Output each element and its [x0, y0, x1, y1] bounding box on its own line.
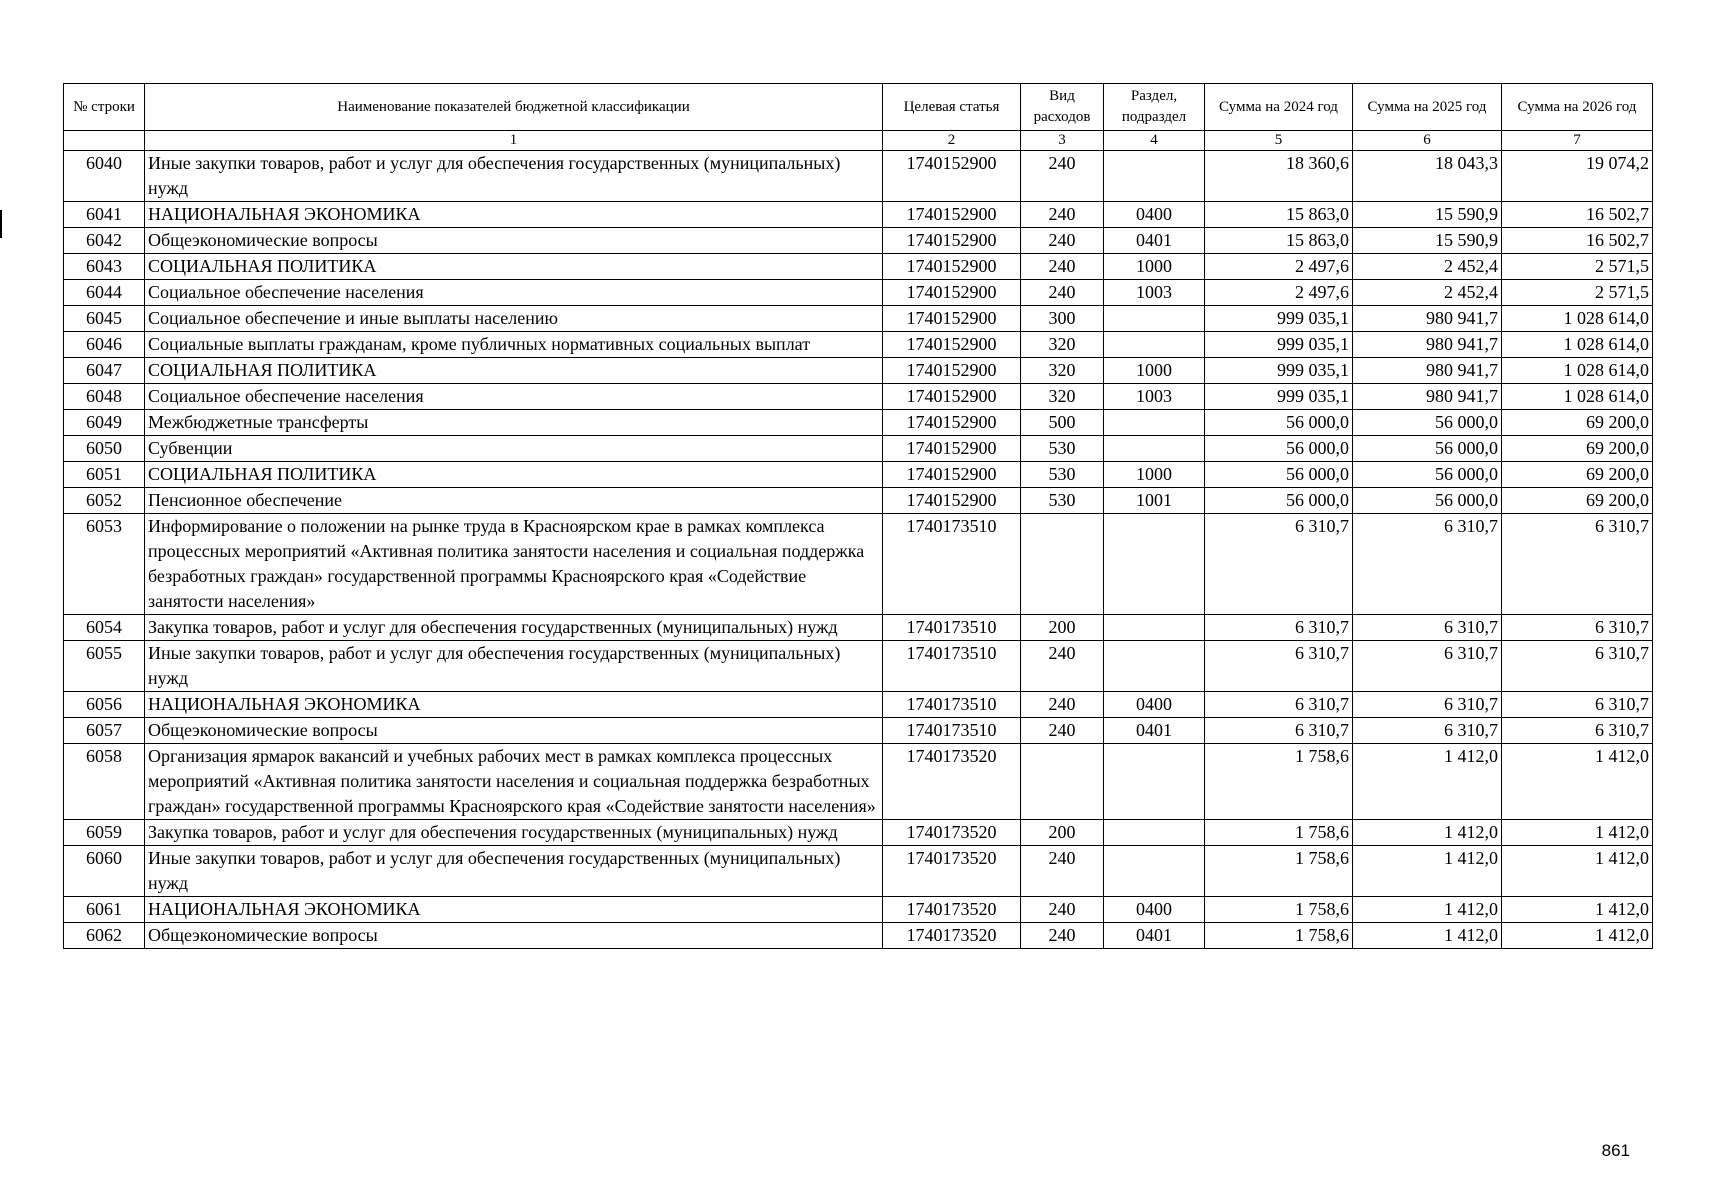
header-indicator-name: Наименование показателей бюджетной классификации	[145, 84, 883, 131]
expense-kind-cell: 240	[1021, 846, 1104, 897]
expense-kind-cell: 530	[1021, 436, 1104, 462]
row-number-cell: 6057	[64, 718, 145, 744]
header-section: Раздел, подраздел	[1104, 84, 1205, 131]
indicator-name-cell: Организация ярмарок вакансий и учебных рабочих мест в рамках комплекса процессных мероприятий «Активная политика занятости населения и социальная поддержка безработных граждан» государственной программы Красноярского края «Содействие занятости населения»	[145, 744, 883, 820]
table-row	[64, 228, 1653, 254]
sum-2024-cell: 999 035,1	[1205, 384, 1353, 410]
indicator-name-cell: НАЦИОНАЛЬНАЯ ЭКОНОМИКА	[145, 202, 883, 228]
section-cell: 1000	[1104, 358, 1205, 384]
section-cell: 1003	[1104, 280, 1205, 306]
sum-2024-cell: 1 758,6	[1205, 820, 1353, 846]
row-number-cell: 6061	[64, 897, 145, 923]
table-row	[64, 384, 1653, 410]
section-cell	[1104, 846, 1205, 897]
header-expense-kind: Вид расходов	[1021, 84, 1104, 131]
row-number-cell: 6041	[64, 202, 145, 228]
sum-2024-cell: 1 758,6	[1205, 923, 1353, 949]
sum-2026-cell: 69 200,0	[1502, 410, 1653, 436]
sum-2026-cell: 1 412,0	[1502, 820, 1653, 846]
sum-2024-cell: 56 000,0	[1205, 462, 1353, 488]
table-row	[64, 254, 1653, 280]
table-row	[64, 744, 1653, 820]
expense-kind-cell	[1021, 744, 1104, 820]
sum-2026-cell: 6 310,7	[1502, 615, 1653, 641]
sum-2026-cell: 1 412,0	[1502, 846, 1653, 897]
expense-kind-cell: 240	[1021, 202, 1104, 228]
row-number-cell: 6050	[64, 436, 145, 462]
header-target-article: Целевая статья	[883, 84, 1021, 131]
sum-2025-cell: 2 452,4	[1353, 254, 1502, 280]
indicator-name-cell: Субвенции	[145, 436, 883, 462]
expense-kind-cell: 240	[1021, 254, 1104, 280]
section-cell: 1000	[1104, 462, 1205, 488]
indicator-name-cell: Иные закупки товаров, работ и услуг для обеспечения государственных (муниципальных) нужд	[145, 846, 883, 897]
expense-kind-cell: 530	[1021, 462, 1104, 488]
target-article-cell: 1740152900	[883, 488, 1021, 514]
row-number-cell: 6047	[64, 358, 145, 384]
target-article-cell: 1740152900	[883, 462, 1021, 488]
section-cell	[1104, 410, 1205, 436]
table-row	[64, 923, 1653, 949]
header-sum-2024: Сумма на 2024 год	[1205, 84, 1353, 131]
section-cell	[1104, 306, 1205, 332]
table-body	[64, 151, 1653, 949]
sum-2026-cell: 1 412,0	[1502, 744, 1653, 820]
sum-2024-cell: 15 863,0	[1205, 228, 1353, 254]
indicator-name-cell: Общеэкономические вопросы	[145, 228, 883, 254]
section-cell: 0400	[1104, 897, 1205, 923]
table-row	[64, 332, 1653, 358]
target-article-cell: 1740173520	[883, 846, 1021, 897]
sum-2024-cell: 6 310,7	[1205, 641, 1353, 692]
sum-2025-cell: 980 941,7	[1353, 306, 1502, 332]
table-row	[64, 615, 1653, 641]
target-article-cell: 1740152900	[883, 228, 1021, 254]
row-number-cell: 6060	[64, 846, 145, 897]
sum-2024-cell: 56 000,0	[1205, 436, 1353, 462]
sum-2024-cell: 6 310,7	[1205, 692, 1353, 718]
header-sum-2026: Сумма на 2026 год	[1502, 84, 1653, 131]
target-article-cell: 1740173520	[883, 923, 1021, 949]
row-number-cell: 6043	[64, 254, 145, 280]
expense-kind-cell: 240	[1021, 151, 1104, 202]
table-row	[64, 306, 1653, 332]
sum-2025-cell: 56 000,0	[1353, 462, 1502, 488]
sum-2024-cell: 56 000,0	[1205, 410, 1353, 436]
section-cell	[1104, 820, 1205, 846]
sum-2025-cell: 1 412,0	[1353, 820, 1502, 846]
sum-2024-cell: 999 035,1	[1205, 358, 1353, 384]
column-number: 3	[1021, 131, 1104, 151]
indicator-name-cell: Общеэкономические вопросы	[145, 718, 883, 744]
sum-2024-cell: 1 758,6	[1205, 897, 1353, 923]
sum-2024-cell: 56 000,0	[1205, 488, 1353, 514]
sum-2024-cell: 6 310,7	[1205, 514, 1353, 615]
expense-kind-cell: 200	[1021, 615, 1104, 641]
row-number-cell: 6044	[64, 280, 145, 306]
expense-kind-cell: 240	[1021, 718, 1104, 744]
indicator-name-cell: Общеэкономические вопросы	[145, 923, 883, 949]
column-number: 1	[145, 131, 883, 151]
section-cell	[1104, 332, 1205, 358]
scan-artifact-mark	[0, 210, 2, 238]
sum-2025-cell: 6 310,7	[1353, 514, 1502, 615]
indicator-name-cell: Закупка товаров, работ и услуг для обеспечения государственных (муниципальных) нужд	[145, 615, 883, 641]
sum-2026-cell: 1 028 614,0	[1502, 332, 1653, 358]
target-article-cell: 1740173510	[883, 514, 1021, 615]
sum-2024-cell: 6 310,7	[1205, 718, 1353, 744]
section-cell: 1000	[1104, 254, 1205, 280]
indicator-name-cell: Информирование о положении на рынке труда в Красноярском крае в рамках комплекса процессных мероприятий «Активная политика занятости населения и социальная поддержка безработных граждан» государственной программы Красноярского края «Содействие занятости населения»	[145, 514, 883, 615]
indicator-name-cell: Закупка товаров, работ и услуг для обеспечения государственных (муниципальных) нужд	[145, 820, 883, 846]
section-cell: 0401	[1104, 228, 1205, 254]
target-article-cell: 1740173520	[883, 744, 1021, 820]
page-number: 861	[1601, 1141, 1630, 1160]
table-row	[64, 358, 1653, 384]
expense-kind-cell: 240	[1021, 228, 1104, 254]
sum-2025-cell: 6 310,7	[1353, 718, 1502, 744]
target-article-cell: 1740152900	[883, 202, 1021, 228]
indicator-name-cell: Социальное обеспечение населения	[145, 280, 883, 306]
section-cell	[1104, 615, 1205, 641]
target-article-cell: 1740152900	[883, 151, 1021, 202]
row-number-cell: 6054	[64, 615, 145, 641]
indicator-name-cell: Межбюджетные трансферты	[145, 410, 883, 436]
expense-kind-cell: 240	[1021, 897, 1104, 923]
sum-2024-cell: 18 360,6	[1205, 151, 1353, 202]
row-number-cell: 6058	[64, 744, 145, 820]
sum-2025-cell: 1 412,0	[1353, 923, 1502, 949]
target-article-cell: 1740152900	[883, 358, 1021, 384]
section-cell: 1001	[1104, 488, 1205, 514]
sum-2024-cell: 1 758,6	[1205, 744, 1353, 820]
budget-classification-table	[63, 83, 1653, 949]
target-article-cell: 1740152900	[883, 410, 1021, 436]
table-row	[64, 718, 1653, 744]
expense-kind-cell: 240	[1021, 692, 1104, 718]
expense-kind-cell	[1021, 514, 1104, 615]
sum-2026-cell: 6 310,7	[1502, 718, 1653, 744]
row-number-cell: 6051	[64, 462, 145, 488]
table-header	[64, 84, 1653, 151]
section-cell	[1104, 641, 1205, 692]
target-article-cell: 1740152900	[883, 332, 1021, 358]
sum-2024-cell: 999 035,1	[1205, 306, 1353, 332]
expense-kind-cell: 200	[1021, 820, 1104, 846]
section-cell: 0400	[1104, 202, 1205, 228]
sum-2024-cell: 6 310,7	[1205, 615, 1353, 641]
row-number-cell: 6048	[64, 384, 145, 410]
table-row	[64, 692, 1653, 718]
sum-2026-cell: 1 412,0	[1502, 897, 1653, 923]
sum-2026-cell: 2 571,5	[1502, 254, 1653, 280]
table-row	[64, 202, 1653, 228]
row-number-cell: 6059	[64, 820, 145, 846]
indicator-name-cell: Социальное обеспечение населения	[145, 384, 883, 410]
column-number: 7	[1502, 131, 1653, 151]
table-row	[64, 436, 1653, 462]
row-number-cell: 6049	[64, 410, 145, 436]
table-row	[64, 410, 1653, 436]
indicator-name-cell: СОЦИАЛЬНАЯ ПОЛИТИКА	[145, 254, 883, 280]
row-number-cell: 6062	[64, 923, 145, 949]
expense-kind-cell: 240	[1021, 641, 1104, 692]
sum-2024-cell: 2 497,6	[1205, 254, 1353, 280]
column-number: 6	[1353, 131, 1502, 151]
column-number: 2	[883, 131, 1021, 151]
target-article-cell: 1740152900	[883, 280, 1021, 306]
indicator-name-cell: Социальное обеспечение и иные выплаты населению	[145, 306, 883, 332]
sum-2025-cell: 15 590,9	[1353, 202, 1502, 228]
target-article-cell: 1740173520	[883, 897, 1021, 923]
table-row	[64, 280, 1653, 306]
sum-2026-cell: 69 200,0	[1502, 462, 1653, 488]
section-cell	[1104, 744, 1205, 820]
table-row	[64, 462, 1653, 488]
section-cell: 0400	[1104, 692, 1205, 718]
target-article-cell: 1740173520	[883, 820, 1021, 846]
target-article-cell: 1740173510	[883, 615, 1021, 641]
section-cell: 0401	[1104, 718, 1205, 744]
expense-kind-cell: 300	[1021, 306, 1104, 332]
row-number-cell: 6046	[64, 332, 145, 358]
expense-kind-cell: 240	[1021, 923, 1104, 949]
column-number: 4	[1104, 131, 1205, 151]
sum-2025-cell: 2 452,4	[1353, 280, 1502, 306]
sum-2026-cell: 69 200,0	[1502, 436, 1653, 462]
target-article-cell: 1740152900	[883, 436, 1021, 462]
sum-2024-cell: 999 035,1	[1205, 332, 1353, 358]
sum-2026-cell: 6 310,7	[1502, 641, 1653, 692]
column-number: 5	[1205, 131, 1353, 151]
sum-2025-cell: 980 941,7	[1353, 358, 1502, 384]
sum-2026-cell: 1 028 614,0	[1502, 306, 1653, 332]
table-row	[64, 151, 1653, 202]
sum-2025-cell: 6 310,7	[1353, 615, 1502, 641]
row-number-cell: 6042	[64, 228, 145, 254]
sum-2025-cell: 15 590,9	[1353, 228, 1502, 254]
sum-2025-cell: 1 412,0	[1353, 744, 1502, 820]
expense-kind-cell: 240	[1021, 280, 1104, 306]
table-row	[64, 897, 1653, 923]
table-row	[64, 514, 1653, 615]
sum-2026-cell: 1 028 614,0	[1502, 358, 1653, 384]
target-article-cell: 1740173510	[883, 641, 1021, 692]
sum-2026-cell: 6 310,7	[1502, 692, 1653, 718]
header-sum-2025: Сумма на 2025 год	[1353, 84, 1502, 131]
expense-kind-cell: 320	[1021, 358, 1104, 384]
sum-2024-cell: 15 863,0	[1205, 202, 1353, 228]
sum-2024-cell: 2 497,6	[1205, 280, 1353, 306]
expense-kind-cell: 320	[1021, 332, 1104, 358]
sum-2026-cell: 2 571,5	[1502, 280, 1653, 306]
target-article-cell: 1740152900	[883, 306, 1021, 332]
table-row	[64, 820, 1653, 846]
indicator-name-cell: Пенсионное обеспечение	[145, 488, 883, 514]
sum-2026-cell: 69 200,0	[1502, 488, 1653, 514]
row-number-cell: 6052	[64, 488, 145, 514]
sum-2026-cell: 19 074,2	[1502, 151, 1653, 202]
indicator-name-cell: Иные закупки товаров, работ и услуг для обеспечения государственных (муниципальных) нужд	[145, 641, 883, 692]
indicator-name-cell: НАЦИОНАЛЬНАЯ ЭКОНОМИКА	[145, 897, 883, 923]
sum-2026-cell: 6 310,7	[1502, 514, 1653, 615]
indicator-name-cell: НАЦИОНАЛЬНАЯ ЭКОНОМИКА	[145, 692, 883, 718]
target-article-cell: 1740173510	[883, 718, 1021, 744]
sum-2026-cell: 1 412,0	[1502, 923, 1653, 949]
expense-kind-cell: 500	[1021, 410, 1104, 436]
expense-kind-cell: 530	[1021, 488, 1104, 514]
section-cell	[1104, 514, 1205, 615]
sum-2025-cell: 56 000,0	[1353, 410, 1502, 436]
header-row	[64, 84, 1653, 131]
table-row	[64, 846, 1653, 897]
section-cell	[1104, 151, 1205, 202]
indicator-name-cell: Иные закупки товаров, работ и услуг для обеспечения государственных (муниципальных) нужд	[145, 151, 883, 202]
column-number-row	[64, 131, 1653, 151]
sum-2026-cell: 16 502,7	[1502, 202, 1653, 228]
row-number-cell: 6040	[64, 151, 145, 202]
sum-2025-cell: 1 412,0	[1353, 846, 1502, 897]
sum-2025-cell: 980 941,7	[1353, 332, 1502, 358]
row-number-cell: 6056	[64, 692, 145, 718]
row-number-cell: 6055	[64, 641, 145, 692]
sum-2026-cell: 1 028 614,0	[1502, 384, 1653, 410]
indicator-name-cell: СОЦИАЛЬНАЯ ПОЛИТИКА	[145, 358, 883, 384]
table-row	[64, 641, 1653, 692]
sum-2025-cell: 1 412,0	[1353, 897, 1502, 923]
sum-2025-cell: 6 310,7	[1353, 692, 1502, 718]
indicator-name-cell: Социальные выплаты гражданам, кроме публичных нормативных социальных выплат	[145, 332, 883, 358]
section-cell: 0401	[1104, 923, 1205, 949]
sum-2025-cell: 18 043,3	[1353, 151, 1502, 202]
table-row	[64, 488, 1653, 514]
column-number-blank	[64, 131, 145, 151]
row-number-cell: 6053	[64, 514, 145, 615]
target-article-cell: 1740173510	[883, 692, 1021, 718]
section-cell: 1003	[1104, 384, 1205, 410]
target-article-cell: 1740152900	[883, 254, 1021, 280]
section-cell	[1104, 436, 1205, 462]
row-number-cell: 6045	[64, 306, 145, 332]
expense-kind-cell: 320	[1021, 384, 1104, 410]
sum-2025-cell: 56 000,0	[1353, 488, 1502, 514]
sum-2025-cell: 980 941,7	[1353, 384, 1502, 410]
indicator-name-cell: СОЦИАЛЬНАЯ ПОЛИТИКА	[145, 462, 883, 488]
target-article-cell: 1740152900	[883, 384, 1021, 410]
sum-2025-cell: 6 310,7	[1353, 641, 1502, 692]
sum-2025-cell: 56 000,0	[1353, 436, 1502, 462]
sum-2024-cell: 1 758,6	[1205, 846, 1353, 897]
header-row-number: № строки	[64, 84, 145, 131]
sum-2026-cell: 16 502,7	[1502, 228, 1653, 254]
